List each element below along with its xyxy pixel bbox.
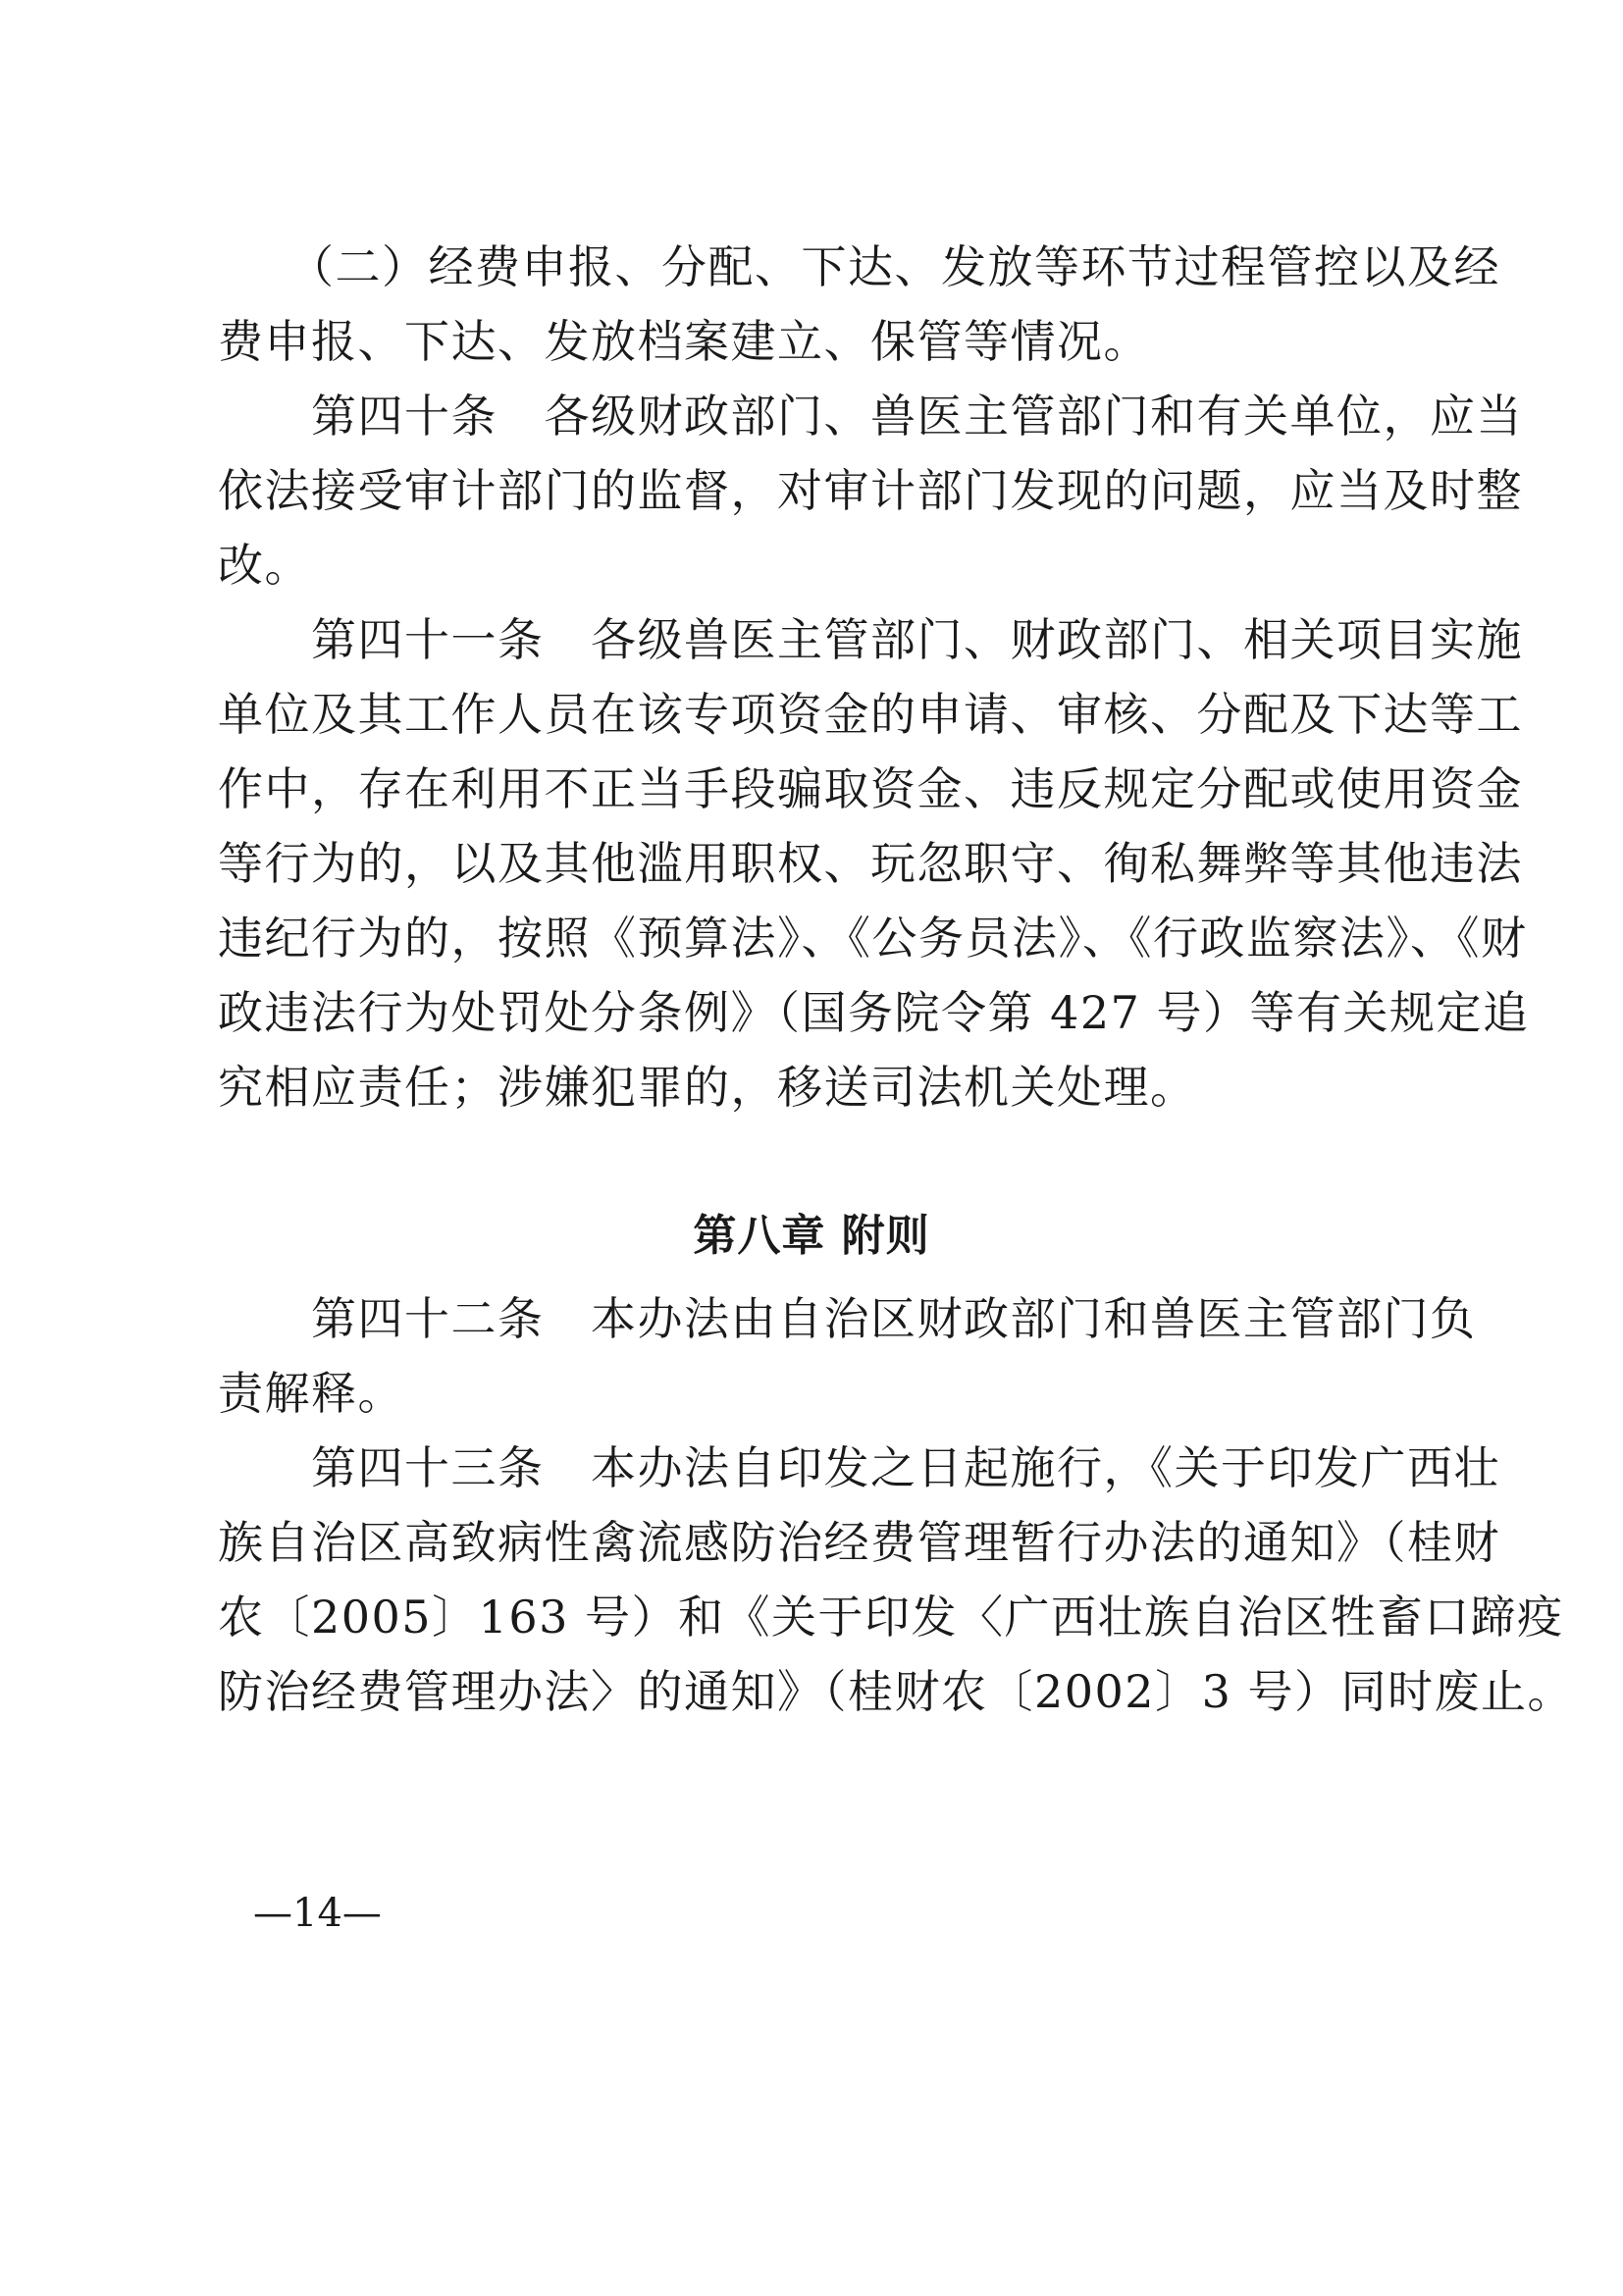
text-line: 费申报、下达、发放档案建立、保管等情况。: [218, 315, 1150, 368]
text-line: 改。: [218, 539, 311, 592]
text-line: 第四十条 各级财政部门、兽医主管部门和有关单位，应当: [218, 390, 1523, 443]
text-line: （二）经费申报、分配、下达、发放等环节过程管控以及经: [218, 240, 1500, 293]
text-line: 政违法行为处罚处分条例》（国务院令第 427 号）等有关规定追: [218, 986, 1530, 1039]
text-line: 第四十三条 本办法自印发之日起施行，《关于印发广西壮: [218, 1441, 1500, 1494]
text-line: 单位及其工作人员在该专项资金的申请、审核、分配及下达等工: [218, 688, 1523, 741]
text-line: 责解释。: [218, 1367, 404, 1420]
text-line: 第四十二条 本办法由自治区财政部门和兽医主管部门负: [218, 1292, 1477, 1345]
text-line: 违纪行为的，按照《预算法》、《公务员法》、《行政监察法》、《财: [218, 912, 1528, 965]
page-number: —14—: [253, 1891, 382, 1936]
text-line: 等行为的，以及其他滥用职权、玩忽职守、徇私舞弊等其他违法: [218, 837, 1523, 890]
text-line: 究相应责任；涉嫌犯罪的，移送司法机关处理。: [218, 1061, 1197, 1114]
chapter-heading: 第八章 附则: [693, 1211, 930, 1261]
text-line: 农〔2005〕163 号）和《关于印发〈广西壮族自治区牲畜口蹄疫: [218, 1591, 1564, 1644]
text-line: 防治经费管理办法〉的通知》（桂财农〔2002〕3 号）同时废止。: [218, 1665, 1574, 1718]
text-line: 依法接受审计部门的监督，对审计部门发现的问题，应当及时整: [218, 464, 1523, 517]
text-line: 作中，存在利用不正当手段骗取资金、违反规定分配或使用资金: [218, 762, 1523, 815]
text-line: 族自治区高致病性禽流感防治经费管理暂行办法的通知》（桂财: [218, 1516, 1500, 1569]
text-line: 第四十一条 各级兽医主管部门、财政部门、相关项目实施: [218, 613, 1523, 666]
